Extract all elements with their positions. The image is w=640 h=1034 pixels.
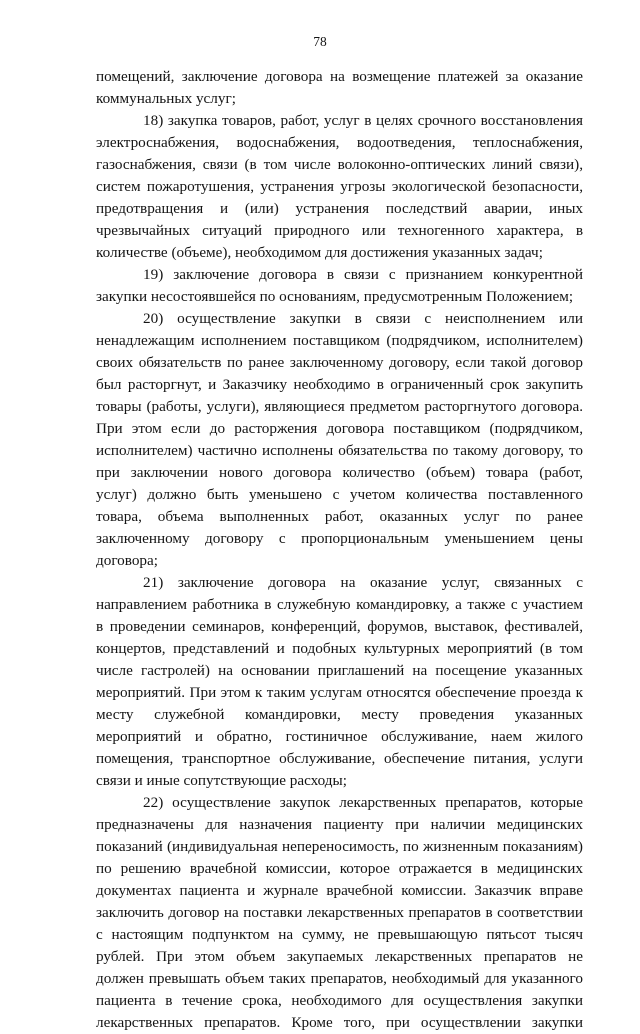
text-line: лекарственных препаратов. Кроме того, при осуществлении закупки: [96, 1014, 583, 1031]
text-line: концертов, представлений и подобных культурных мероприятий (в том: [96, 640, 583, 657]
text-line: предназначены для назначения пациенту при наличии медицинских: [96, 816, 583, 833]
text-line: должен превышать объем таких препаратов, необходимый для указанного: [96, 970, 583, 987]
text-line: При этом если до расторжения договора поставщиком (подрядчиком,: [96, 420, 583, 437]
text-line: с настоящим подпунктом на сумму, не превышающую пятьсот тысяч: [96, 926, 583, 943]
text-line: был расторгнут, и Заказчику необходимо в ограниченный срок закупить: [96, 376, 583, 393]
text-line: в проведении семинаров, конференций, форумов, выставок, фестивалей,: [96, 618, 583, 635]
text-line: по решению врачебной комиссии, которое отражается в медицинских: [96, 860, 583, 877]
text-line: 22) осуществление закупок лекарственных препаратов, которые: [143, 794, 583, 811]
text-line: числе гастролей) на основании приглашений на посещение указанных: [96, 662, 583, 679]
text-line: 20) осуществление закупки в связи с неисполнением или: [143, 310, 583, 327]
text-line: систем пожаротушения, устранения угрозы экологической безопасности,: [96, 178, 583, 195]
text-line: товара, объема выполненных работ, оказанных услуг по ранее: [96, 508, 583, 525]
text-line: показаний (индивидуальная непереносимость, по жизненным показаниям): [96, 838, 583, 855]
text-line: заключенному договору с пропорциональным уменьшением цены: [96, 530, 583, 547]
text-line: связи и иные сопутствующие расходы;: [96, 772, 347, 789]
text-line: пациента в течение срока, необходимого для осуществления закупки: [96, 992, 583, 1009]
text-line: количестве (объеме), необходимом для достижения указанных задач;: [96, 244, 543, 261]
text-line: электроснабжения, водоснабжения, водоотведения, теплоснабжения,: [96, 134, 583, 151]
text-line: 21) заключение договора на оказание услуг, связанных с: [143, 574, 583, 591]
text-line: газоснабжения, связи (в том числе волоконно-оптических линий связи),: [96, 156, 583, 173]
text-line: закупки несостоявшейся по основаниям, предусмотренным Положением;: [96, 288, 574, 305]
text-line: исполнителем) частично исполнены обязательства по такому договору, то: [96, 442, 583, 459]
text-line: своих обязательств по ранее заключенному договору, если такой договор: [96, 354, 583, 371]
text-line: 18) закупка товаров, работ, услуг в целях срочного восстановления: [143, 112, 583, 129]
text-line: мероприятий и обратно, гостиничное обслуживание, наем жилого: [96, 728, 583, 745]
text-line: направлением работника в служебную командировку, а также с участием: [96, 596, 583, 613]
text-line: заключить договор на поставки лекарственных препаратов в соответствии: [96, 904, 583, 921]
page-number: 78: [313, 34, 327, 49]
text-line: рублей. При этом объем закупаемых лекарственных препаратов не: [96, 948, 583, 965]
text-line: 19) заключение договора в связи с признанием конкурентной: [143, 266, 583, 283]
text-line: помещений, заключение договора на возмещение платежей за оказание: [96, 68, 583, 85]
text-line: мероприятий. При этом к таким услугам относятся обеспечение проезда к: [96, 684, 583, 701]
text-line: месту служебной командировки, месту проведения указанных: [96, 706, 583, 723]
text-line: договора;: [96, 552, 158, 569]
text-line: коммунальных услуг;: [96, 90, 236, 107]
text-line: предотвращения и (или) устранения последствий аварии, иных: [96, 200, 583, 217]
text-line: при заключении нового договора количество (объем) товара (работ,: [96, 464, 583, 481]
text-line: помещения, транспортное обслуживание, обеспечение питания, услуги: [96, 750, 583, 767]
text-line: товары (работы, услуги), являющиеся предметом расторгнутого договора.: [96, 398, 583, 415]
text-line: ненадлежащим исполнением поставщиком (подрядчиком, исполнителем): [96, 332, 583, 349]
text-line: услуг) должно быть уменьшено с учетом количества поставленного: [96, 486, 583, 503]
text-line: чрезвычайных ситуаций природного или техногенного характера, в: [96, 222, 583, 239]
text-line: документах пациента и журнале врачебной комиссии. Заказчик вправе: [96, 882, 583, 899]
